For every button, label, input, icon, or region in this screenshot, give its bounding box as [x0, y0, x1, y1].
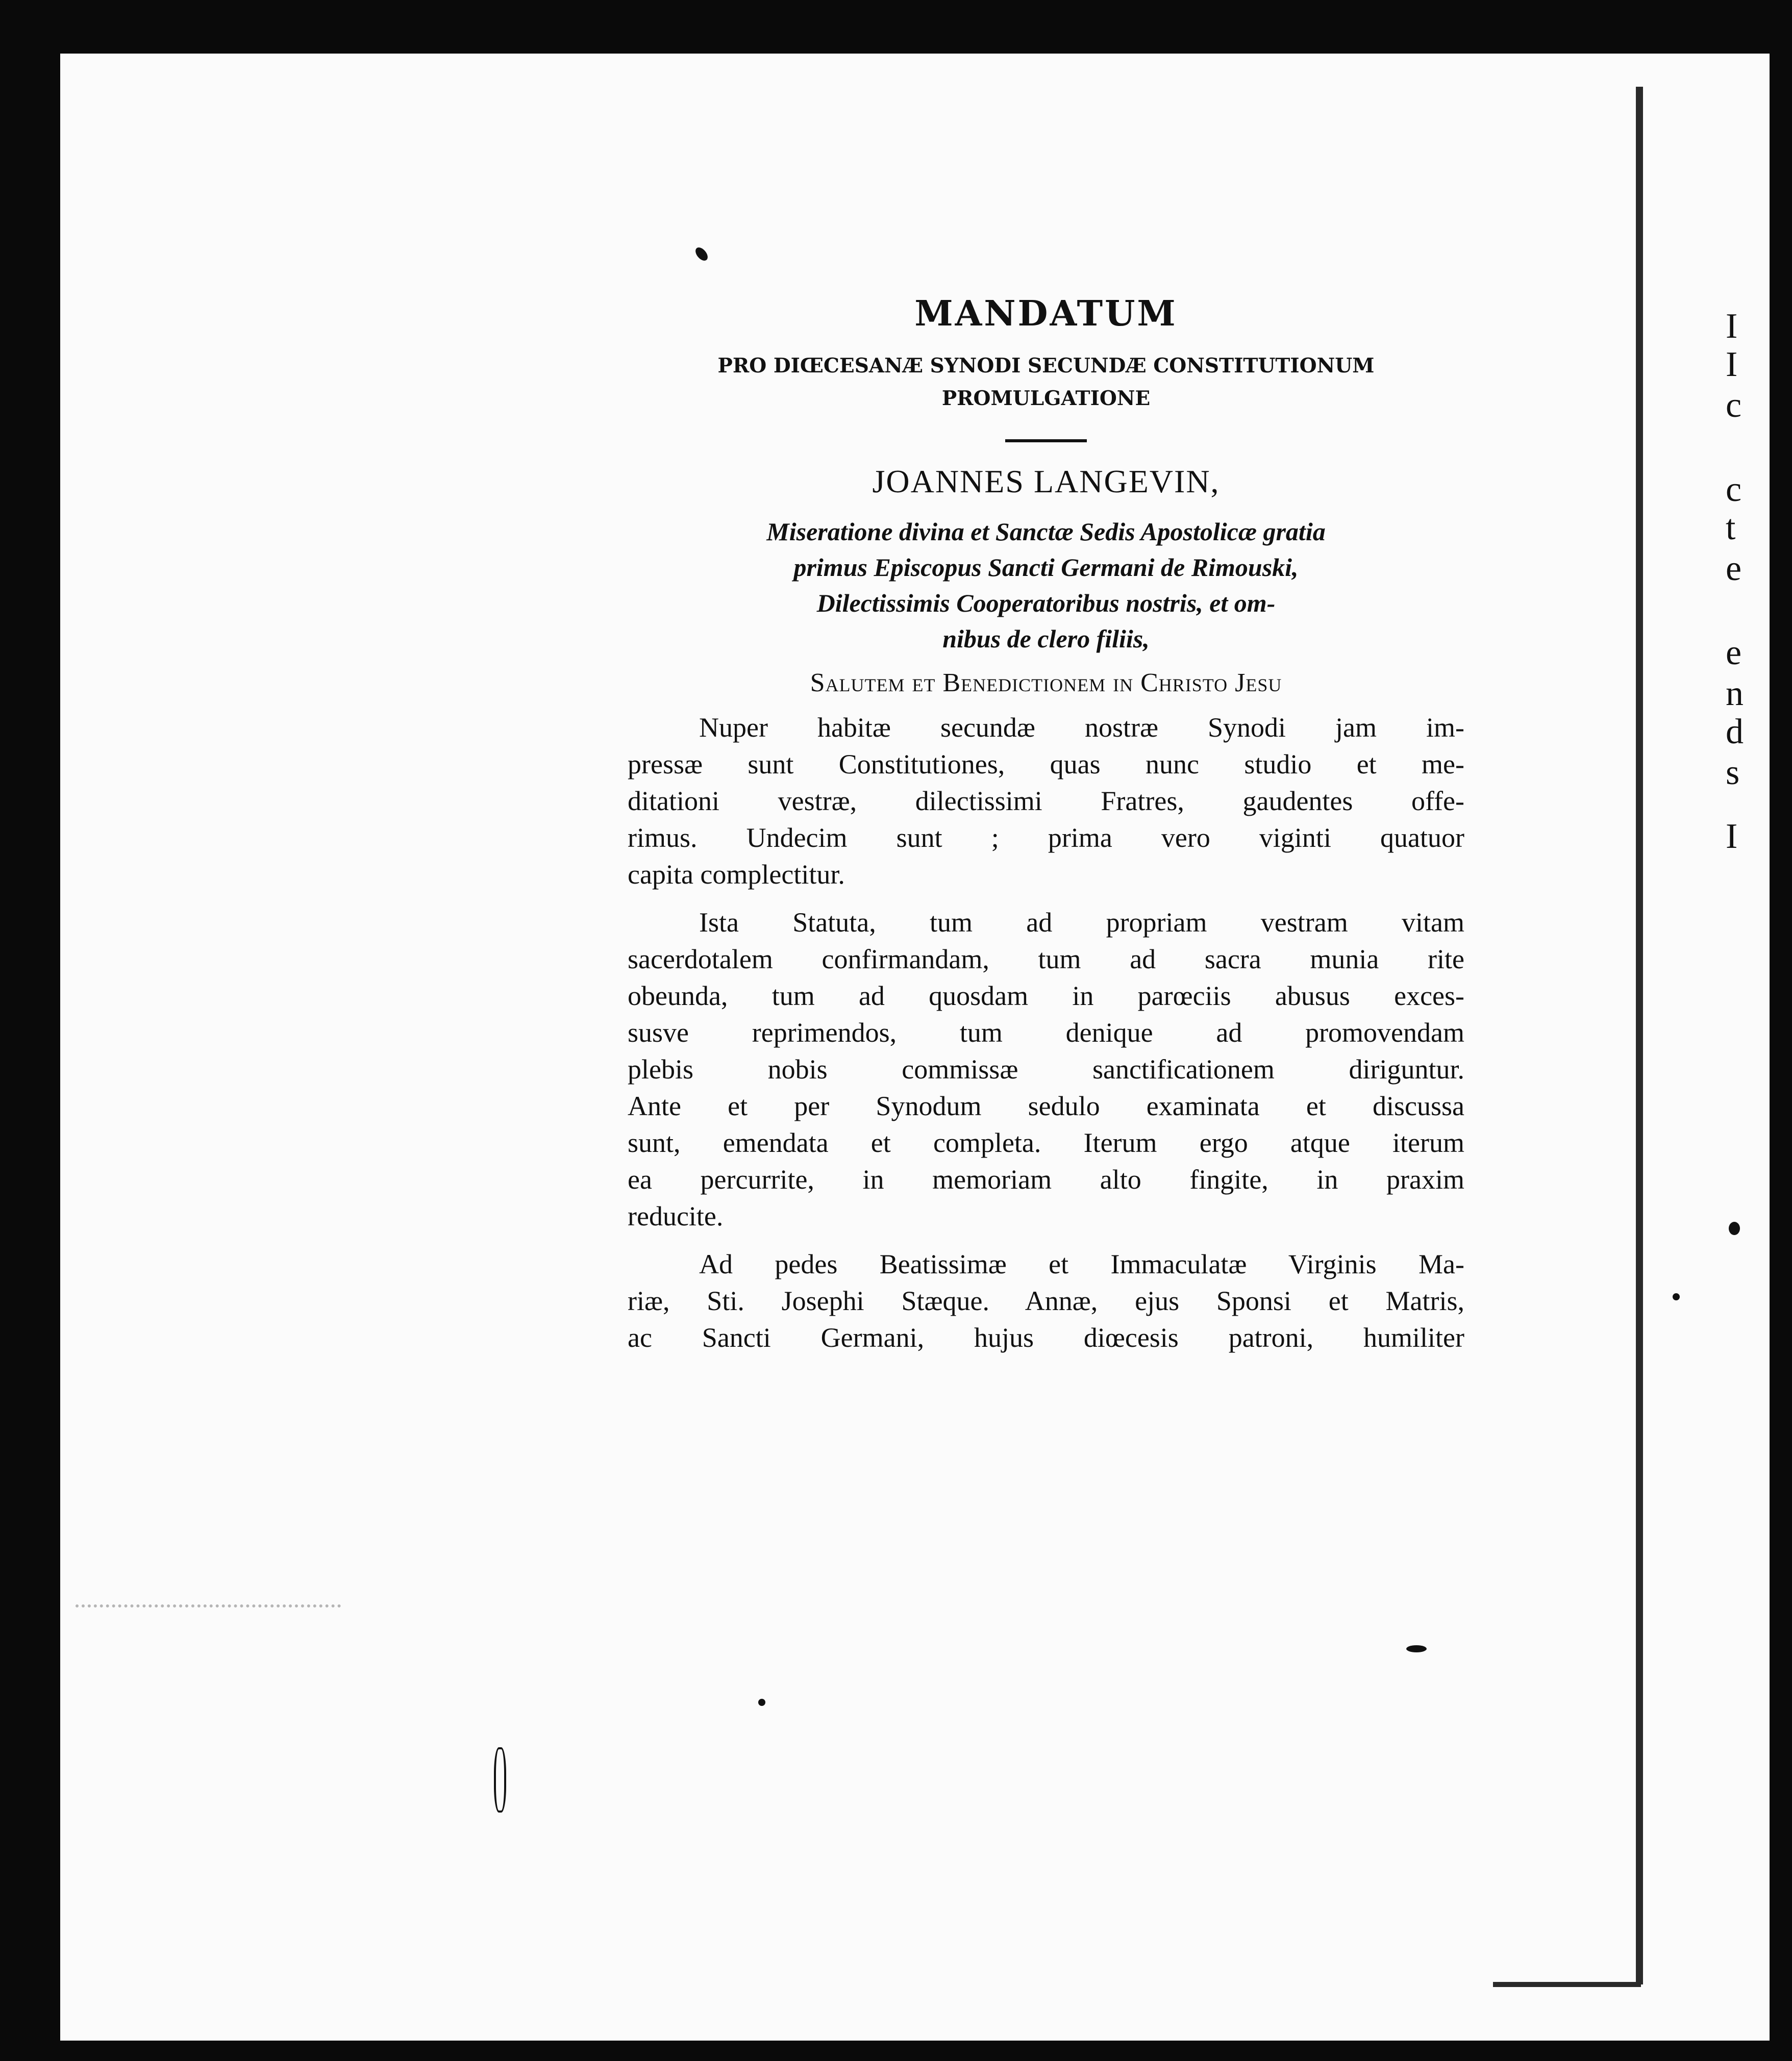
style-line: primus Episcopus Sancti Germani de Rimouski,	[793, 553, 1299, 582]
ink-speck	[1673, 1293, 1680, 1300]
paragraph-line: Ad pedes Beatissimæ et Immaculatæ Virginis Ma-	[699, 1249, 1464, 1279]
adjacent-page-letter: e	[1726, 549, 1742, 588]
salutation: Salutem et Benedictionem in Christo Jesu	[810, 668, 1282, 697]
paragraph-line: ea percurrite, in memoriam alto fingite, in praxim	[628, 1164, 1464, 1195]
subtitle-line: PROMULGATIONE	[941, 387, 1151, 410]
style-line: nibus de clero filiis,	[942, 624, 1150, 653]
ink-speck	[1406, 1645, 1427, 1652]
ink-speck	[1729, 1222, 1740, 1235]
adjacent-page-letter: c	[1726, 386, 1742, 425]
title-rule	[1005, 439, 1087, 442]
paragraph-line: reducite.	[628, 1201, 724, 1231]
adjacent-page-letter: I	[1726, 345, 1738, 384]
paragraph-line: capita complectitur.	[628, 859, 845, 890]
episcopal-style	[628, 514, 1464, 657]
dotted-scan-artifact	[76, 1604, 341, 1612]
paragraph-line: riæ, Sti. Josephi Stæque. Annæ, ejus Sponsi et Matris,	[628, 1286, 1464, 1316]
document-title: MANDATUM	[914, 293, 1178, 334]
mandate-text	[628, 293, 1464, 1356]
paragraph-line: Ante et per Synodum sedulo examinata et discussa	[628, 1091, 1464, 1121]
adjacent-page-letter: I	[1726, 307, 1738, 346]
adjacent-page-letter: c	[1726, 470, 1742, 509]
paragraph-line: plebis nobis commissæ sanctificationem diriguntur.	[628, 1054, 1464, 1085]
adjacent-page-letter: n	[1726, 674, 1744, 713]
ink-speck	[693, 245, 710, 263]
paragraph-line: ditationi vestræ, dilectissimi Fratres, gaudentes offe-	[628, 786, 1464, 816]
adjacent-page-letter: e	[1726, 633, 1742, 672]
adjacent-page-letter: d	[1726, 712, 1744, 751]
paragraph-line: rimus. Undecim sunt ; prima vero viginti quatuor	[628, 822, 1464, 853]
style-line: Dilectissimis Cooperatoribus nostris, et om-	[816, 589, 1276, 617]
paragraph-2	[628, 904, 1464, 1235]
paragraph-line: pressæ sunt Constitutiones, quas nunc studio et me-	[628, 749, 1464, 780]
plate-mark-vertical	[1636, 87, 1643, 1984]
paragraph-line: sunt, emendata et completa. Iterum ergo atque iterum	[628, 1127, 1464, 1158]
paragraph-line: ac Sancti Germani, hujus diœcesis patroni, humiliter	[628, 1322, 1464, 1353]
paragraph-line: obeunda, tum ad quosdam in parœciis abusus exces-	[628, 981, 1464, 1011]
plate-mark-bottom	[1493, 1982, 1641, 1987]
subtitle-line: PRO DIŒCESANÆ SYNODI SECUNDÆ CONSTITUTIONUM	[717, 354, 1375, 378]
paragraph-line: sacerdotalem confirmandam, tum ad sacra munia rite	[628, 944, 1464, 974]
author-name: JOANNES LANGEVIN,	[872, 463, 1220, 499]
document-subtitle	[628, 349, 1464, 415]
paragraph-1	[628, 709, 1464, 893]
adjacent-page-letter: t	[1726, 508, 1736, 547]
paragraph-line: Ista Statuta, tum ad propriam vestram vitam	[699, 907, 1464, 938]
ink-speck	[758, 1699, 765, 1706]
paragraph-line: susve reprimendos, tum denique ad promovendam	[628, 1017, 1464, 1048]
paragraph-line: Nuper habitæ secundæ nostræ Synodi jam im-	[699, 712, 1464, 743]
adjacent-page-letter: s	[1726, 753, 1740, 792]
adjacent-page-letter: I	[1726, 817, 1738, 856]
paragraph-3	[628, 1246, 1464, 1356]
ink-mark	[494, 1747, 506, 1813]
style-line: Miseratione divina et Sanctæ Sedis Apostolicæ gratia	[766, 517, 1326, 546]
